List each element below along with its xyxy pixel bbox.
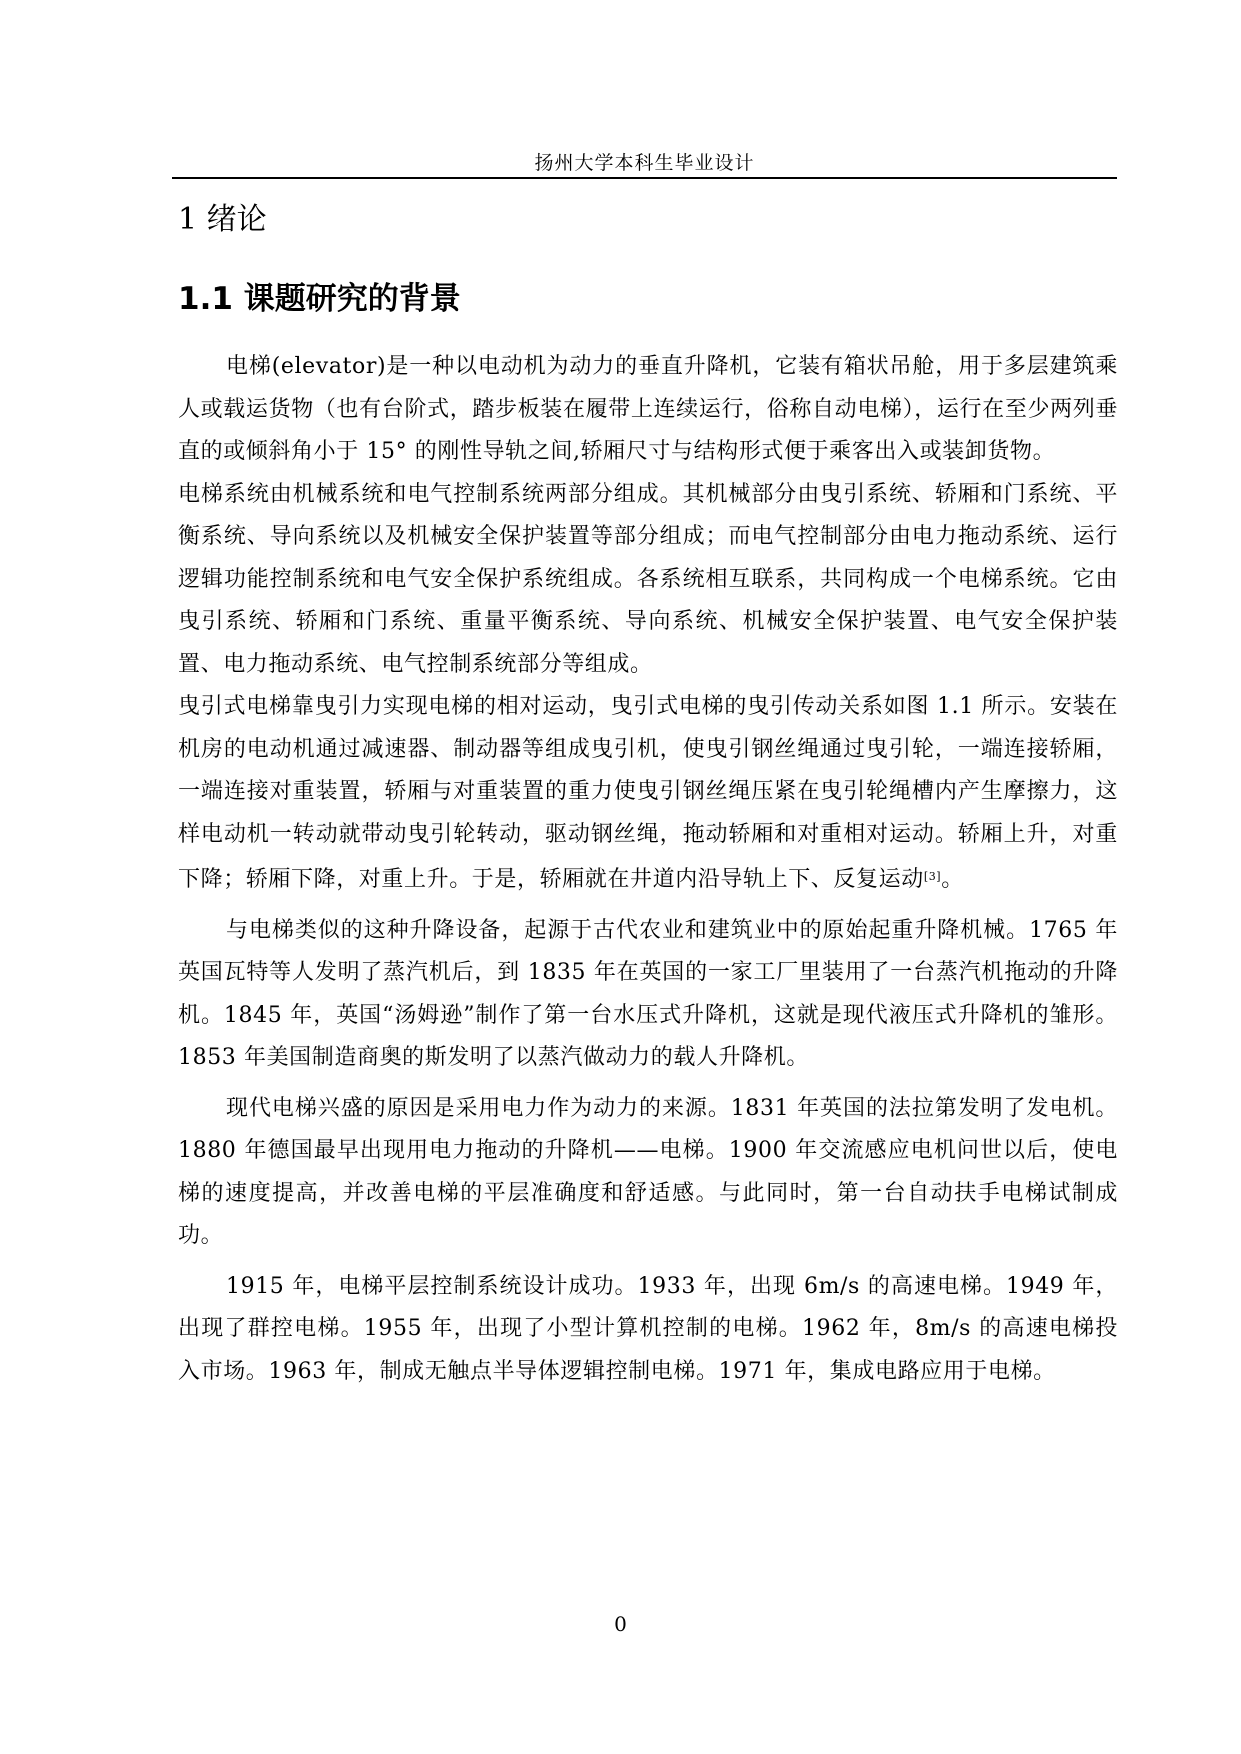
paragraph-6: 1915 年，电梯平层控制系统设计成功。1933 年，出现 6m/s 的高速电梯。1949 年，出现了群控电梯。1955 年，出现了小型计算机控制的电梯。1962 年，8m/s 的高速电梯投入市场。1963 年，制成无触点半导体逻辑控制电梯。1971 年，集成电路应用于电梯。: [178, 1273, 1118, 1384]
section-heading: 1.1 课题研究的背景: [178, 281, 461, 317]
paragraph-1: 电梯(elevator)是一种以电动机为动力的垂直升降机，它装有箱状吊舱，用于多层建筑乘人或载运货物（也有台阶式，踏步板装在履带上连续运行，俗称自动电梯），运行在至少两列垂直的或倾斜角小于 15° 的刚性导轨之间,轿厢尺寸与结构形式便于乘客出入或装卸货物。: [178, 354, 1118, 464]
paragraph-3-text: 曳引式电梯靠曳引力实现电梯的相对运动，曳引式电梯的曳引传动关系如图 1.1 所示。安装在机房的电动机通过减速器、制动器等组成曳引机，使曳引钢丝绳通过曳引轮，一端连接轿厢，一端连接对重装置，轿厢与对重装置的重力使曳引钢丝绳压紧在曳引轮绳槽内产生摩擦力，这样电动机一转动就带动曳引轮转动，驱动钢丝绳，拖动轿厢和对重相对运动。轿厢上升，对重下降；轿厢下降，对重上升。于是，轿厢就在井道内沿导轨上下、反复运动: [178, 694, 1118, 892]
citation-ref: [3]: [923, 870, 942, 883]
paragraph-5: 现代电梯兴盛的原因是采用电力作为动力的来源。1831 年英国的法拉第发明了发电机。1880 年德国最早出现用电力拖动的升降机——电梯。1900 年交流感应电机问世以后，使电梯的速度提高，并改善电梯的平层准确度和舒适感。与此同时，第一台自动扶手电梯试制成功。: [178, 1095, 1118, 1248]
paragraph-3: [178, 686, 1118, 902]
paragraph-2: 电梯系统由机械系统和电气控制系统两部分组成。其机械部分由曳引系统、轿厢和门系统、平衡系统、导向系统以及机械安全保护装置等部分组成；而电气控制部分由电力拖动系统、运行逻辑功能控制系统和电气安全保护系统组成。各系统相互联系，共同构成一个电梯系统。它由曳引系统、轿厢和门系统、重量平衡系统、导向系统、机械安全保护装置、电气安全保护装置、电力拖动系统、电气控制系统部分等组成。: [178, 481, 1118, 677]
chapter-heading: 1 绪论: [178, 202, 267, 237]
header-rule: [172, 177, 1117, 179]
paragraph-3-tail: 。: [941, 867, 964, 892]
page-number: 0: [614, 1612, 627, 1636]
body-text: [178, 346, 1118, 1393]
page-header: 扬州大学本科生毕业设计: [534, 152, 755, 174]
paragraph-4: 与电梯类似的这种升降设备，起源于古代农业和建筑业中的原始起重升降机械。1765 年英国瓦特等人发明了蒸汽机后，到 1835 年在英国的一家工厂里装用了一台蒸汽机拖动的升降机。1845 年，英国“汤姆逊”制作了第一台水压式升降机，这就是现代液压式升降机的雏形。1853 年美国制造商奥的斯发明了以蒸汽做动力的载人升降机。: [178, 917, 1118, 1070]
